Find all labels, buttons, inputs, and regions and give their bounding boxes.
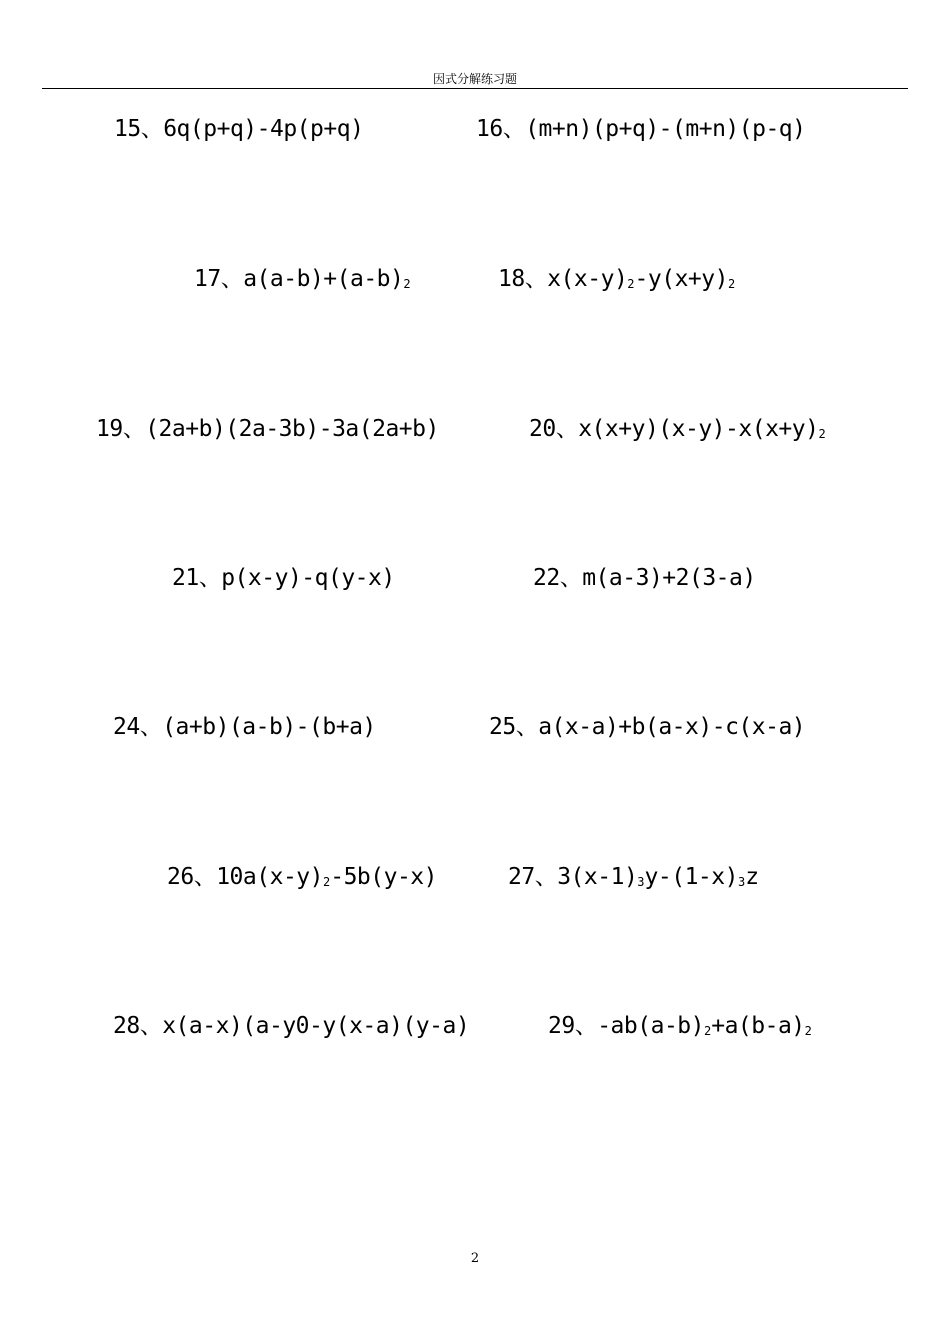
problem-22 (533, 563, 756, 593)
page-header-title: 因式分解练习题 (432, 72, 517, 86)
problem-15 (114, 114, 363, 144)
header-rule (42, 88, 908, 89)
problem-number: 28、 (113, 1013, 163, 1039)
expression: +a(b-a) (711, 1013, 805, 1039)
problem-28 (113, 1011, 469, 1041)
problem-number: 21、 (172, 565, 222, 591)
expression: -y(x+y) (634, 266, 728, 292)
exponent: 3 (737, 875, 746, 889)
problem-19 (96, 414, 439, 444)
expression: a(a-b)+(a-b) (243, 266, 404, 292)
page-number: 2 (470, 1251, 480, 1266)
problem-number: 27、 (508, 864, 558, 890)
problem-number: 15、 (114, 116, 164, 142)
exponent: 3 (637, 875, 645, 889)
problem-18 (498, 264, 735, 299)
expression: p(x-y)-q(y-x) (221, 565, 395, 591)
expression: x(a-x)(a-y0-y(x-a)(y-a) (162, 1013, 470, 1039)
expression: 6q(p+q)-4p(p+q) (163, 116, 364, 142)
problem-25 (489, 712, 805, 742)
exponent: 2 (627, 277, 635, 291)
problem-20 (529, 414, 826, 449)
problem-number: 17、 (194, 266, 244, 292)
expression: y-(1-x) (644, 864, 738, 890)
exponent: 2 (403, 277, 411, 291)
expression: -ab(a-b) (597, 1013, 704, 1039)
exponent: 2 (804, 1024, 812, 1038)
exponent: 2 (727, 277, 736, 291)
expression: x(x-y) (547, 266, 628, 292)
problem-number: 29、 (548, 1013, 598, 1039)
problem-number: 26、 (167, 864, 217, 890)
expression: z (745, 864, 759, 890)
exponent: 2 (703, 1024, 712, 1038)
problem-number: 20、 (529, 416, 579, 442)
expression: m(a-3)+2(3-a) (582, 565, 756, 591)
expression: -5b(y-x) (330, 864, 437, 890)
problem-number: 18、 (498, 266, 548, 292)
expression: (a+b)(a-b)-(b+a) (162, 714, 376, 740)
expression: x(x+y)(x-y)-x(x+y) (578, 416, 819, 442)
problem-29 (548, 1011, 812, 1046)
problem-number: 19、 (96, 416, 146, 442)
expression: (m+n)(p+q)-(m+n)(p-q) (525, 116, 806, 142)
problem-number: 24、 (113, 714, 163, 740)
problem-26 (167, 862, 437, 897)
exponent: 2 (322, 875, 331, 889)
expression: 3(x-1) (557, 864, 638, 890)
expression: (2a+b)(2a-3b)-3a(2a+b) (145, 416, 439, 442)
problem-16 (476, 114, 806, 144)
problem-24 (113, 712, 376, 742)
exponent: 2 (818, 427, 826, 441)
problem-17 (194, 264, 411, 299)
problem-27 (508, 862, 759, 897)
problem-number: 16、 (476, 116, 526, 142)
problem-number: 22、 (533, 565, 583, 591)
expression: 10a(x-y) (216, 864, 323, 890)
problem-number: 25、 (489, 714, 539, 740)
expression: a(x-a)+b(a-x)-c(x-a) (538, 714, 806, 740)
problem-21 (172, 563, 395, 593)
